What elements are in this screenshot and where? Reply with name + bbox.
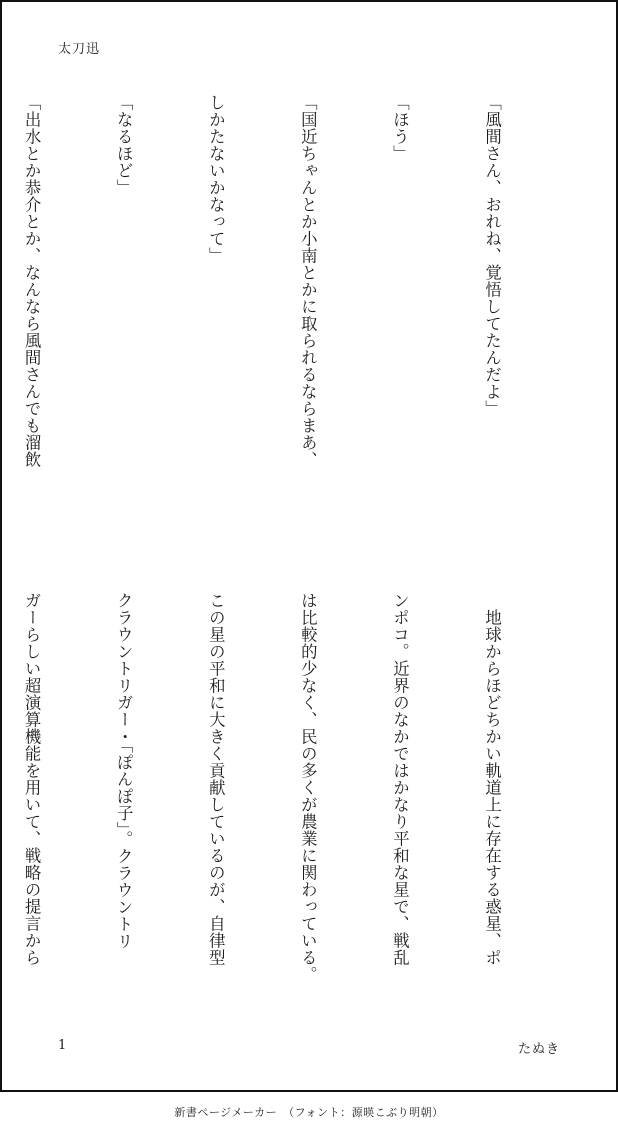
text-line: 地球からほどちかい軌道上に存在する惑星、ポ bbox=[482, 592, 502, 966]
text-line: 「なるほど」 bbox=[114, 94, 134, 196]
running-head: 太刀迅 bbox=[58, 42, 101, 57]
text-line: しかたないかなって」 bbox=[206, 94, 226, 264]
text-line: 「風間さん、おれね、覚悟してたんだよ」 bbox=[482, 94, 502, 417]
text-line: ガーらしい超演算機能を用いて、戦略の提言から bbox=[22, 592, 42, 966]
text-line: は比較的少なく、民の多くが農業に関わっている。 bbox=[298, 592, 318, 983]
page-number: 1 bbox=[58, 1038, 67, 1053]
text-column-bottom bbox=[22, 592, 568, 992]
text-column-top bbox=[22, 94, 568, 524]
generator-caption: 新書ページメーカー （フォント：源暎こぶり明朝） bbox=[174, 1106, 444, 1119]
text-line: クラウントリガー・「ぽんぽ子」。クラウントリ bbox=[114, 592, 134, 950]
text-line: この星の平和に大きく貢献しているのが、自律型 bbox=[206, 592, 226, 966]
text-line: 「国近ちゃんとか小南とかに取られるならまあ、 bbox=[298, 94, 318, 468]
text-line: 「ほう」 bbox=[390, 94, 410, 162]
footer-title: たぬき bbox=[517, 1042, 560, 1057]
text-line: 「出水とか恭介とか、なんなら風間さんでも溜飲 bbox=[22, 94, 42, 468]
text-line: ンポコ。近界のなかではかなり平和な星で、戦乱 bbox=[390, 592, 410, 966]
